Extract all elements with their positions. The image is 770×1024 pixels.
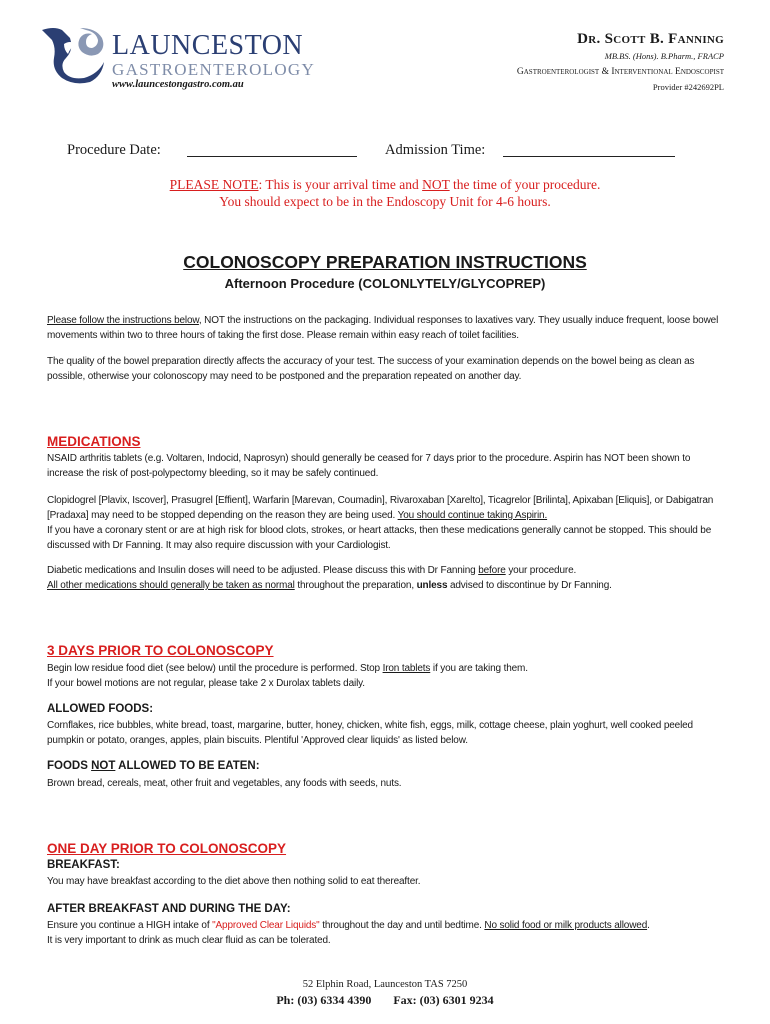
med-text: your procedure. [505,565,577,576]
intro-text: , NOT the instructions on the packaging. Individual responses to laxatives vary. They usually induce frequent, loose bowel movements within two to three hours of taking the first dose. Please remain within easy reach of toilet facilities. [47,315,719,341]
admission-time-label: Admission Time: [385,142,486,158]
diet-text: if you are taking them. [430,663,528,674]
one-day-heading: ONE DAY PRIOR TO COLONOSCOPY [47,841,287,856]
three-days-paragraph [47,661,727,691]
logo-subtitle: GASTROENTEROLOGY [112,60,316,79]
three-days-heading: 3 DAYS PRIOR TO COLONOSCOPY [47,643,274,658]
not-allowed-foods-heading [47,760,260,772]
breakfast-text: You may have breakfast according to the diet above then nothing solid to eat thereafter. [47,876,421,887]
logo-name: LAUNCESTON [112,30,304,61]
page-subtitle: Afternoon Procedure (COLONLYTELY/GLYCOPREP) [224,276,546,291]
procedure-date-label: Procedure Date: [67,142,161,158]
after-text: Ensure you continue a HIGH intake of [47,920,213,931]
medications-heading: MEDICATIONS [47,434,141,449]
not-allowed-foods-text: Brown bread, cereals, meat, other fruit and vegetables, any foods with seeds, nuts. [47,778,402,789]
heading-part: ALLOWED TO BE EATEN: [115,760,260,772]
heading-part: FOODS [47,760,92,772]
phone-number[interactable]: Ph: (03) 6334 4390 [276,993,372,1007]
page-title: COLONOSCOPY PREPARATION INSTRUCTIONS [183,252,587,272]
med-emphasis: All other medications should generally be taken as normal [47,580,295,591]
allowed-foods-heading: ALLOWED FOODS: [47,703,154,715]
med-text: Diabetic medications and Insulin doses will need to be adjusted. Please discuss this with Dr Fanning [47,565,479,576]
after-breakfast-heading: AFTER BREAKFAST AND DURING THE DAY: [47,903,291,915]
intro-paragraph-1 [47,313,727,343]
approved-clear-liquids: "Approved Clear Liquids" [212,920,320,931]
website-link[interactable]: www.launcestongastro.com.au [112,79,244,90]
breakfast-heading: BREAKFAST: [47,859,120,871]
note-text: : This is your arrival time and [258,177,423,192]
no-solid-food-note: No solid food or milk products allowed [484,920,648,931]
procedure-date-field[interactable] [187,156,357,157]
please-note-label: PLEASE NOTE [169,177,259,192]
provider-number: Provider #242692PL [652,82,724,92]
med-text: If you have a coronary stent or are at high risk for blood clots, strokes, or heart attacks, then these medications generally cannot be stopped. This should be discussed with Dr Fanning. It may also require discussion with your Cardiologist. [47,525,712,551]
med-before: before [478,565,506,576]
allowed-foods-text: Cornflakes, rice bubbles, white bread, toast, margarine, butter, honey, chicken, white fish, eggs, milk, cottage cheese, plain yoghurt, well cooked peeled pumpkin or potato, oranges, apples, plain biscuits. Plentiful 'Approved clear liquids' as listed below. [47,720,693,746]
med-unless: unless [416,580,448,591]
medications-paragraph-2 [47,493,727,553]
diet-text: Begin low residue food diet (see below) until the procedure is performed. Stop [47,663,383,674]
after-text: It is very important to drink as much clear fluid as can be tolerated. [47,935,331,946]
doctor-name: Dr. Scott B. Fanning [577,31,724,47]
after-text: . [647,920,650,931]
intro-paragraph-2: The quality of the bowel preparation directly affects the accuracy of your test. The success of your examination depends on the bowel being as clean as possible, otherwise your colonoscopy may need to be postponed and the preparation repeated on another day. [47,356,695,382]
admission-time-field[interactable] [503,156,675,157]
launceston-gastro-logo-icon [40,24,110,84]
fax-number: Fax: (03) 6301 9234 [393,993,494,1007]
iron-tablets: Iron tablets [382,663,431,674]
med-text: Clopidogrel [Plavix, Iscover], Prasugrel [Effient], Warfarin [Marevan, Coumadin], Rivaroxaban [Xarelto], Ticagrelor [Brilinta], Apixaban [Eliquis], or Dabigatran [Pradaxa] may need to be stopped depending on the reason they are being used. [47,495,714,521]
doctor-qualifications: MB.BS. (Hons). B.Pharm., FRACP [604,51,724,61]
medications-paragraph-3 [47,563,727,593]
footer-contact [0,993,770,1008]
after-breakfast-text [47,918,727,948]
medications-paragraph-1: NSAID arthritis tablets (e.g. Voltaren, Indocid, Naprosyn) should generally be ceased for 7 days prior to the procedure. Aspirin has NOT been shown to increase the risk of post-polypectomy bleeding, so it may be safely continued. [47,453,691,479]
med-text: throughout the preparation, [294,580,417,591]
footer-address: 52 Elphin Road, Launceston TAS 7250 [302,979,468,990]
doctor-title: Gastroenterologist & Interventional Endoscopist [516,67,724,77]
note-text: the time of your procedure. [449,177,601,192]
note-not: NOT [422,177,450,192]
arrival-note-line2: You should expect to be in the Endoscopy Unit for 4-6 hours. [219,194,551,209]
heading-not: NOT [91,760,116,772]
med-text: advised to discontinue by Dr Fanning. [447,580,612,591]
diet-text: If your bowel motions are not regular, please take 2 x Durolax tablets daily. [47,678,365,689]
after-text: throughout the day and until bedtime. [319,920,485,931]
aspirin-note: You should continue taking Aspirin. [397,510,548,521]
intro-emphasis: Please follow the instructions below [47,315,199,326]
arrival-note-line1 [0,177,770,193]
